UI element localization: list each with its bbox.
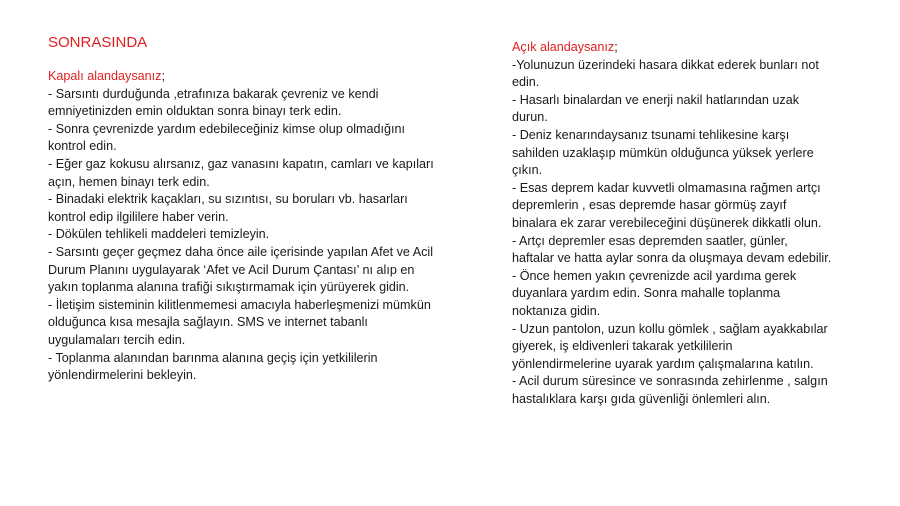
outdoor-heading-suffix: ; — [614, 40, 618, 54]
left-column — [48, 34, 438, 385]
indoor-item: - İletişim sisteminin kilitlenmemesi amacıyla haberleşmenizi mümkün olduğunca kısa mesajla sağlayın. SMS ve internet tabanlı uygulamaları tercih edin. — [48, 297, 431, 347]
outdoor-item: - Esas deprem kadar kuvvetli olmamasına rağmen artçı depremlerin , esas depremde hasar görmüş zayıf binalara ek zarar verebileceğini düşünerek dikkatli olun. — [512, 180, 822, 230]
page-title: SONRASINDA — [48, 34, 148, 51]
outdoor-heading-label: Açık alandaysanız — [512, 40, 615, 54]
outdoor-item: - Deniz kenarındaysanız tsunami tehlikesine karşı sahilden uzaklaşıp mümkün olduğunca yüksek yerlere çıkın. — [512, 127, 814, 178]
indoor-heading — [48, 68, 438, 86]
indoor-item: - Sarsıntı durduğunda ,etrafınıza bakarak çevreniz ve kendi emniyetinizden emin olduktan sonra binayı terk edin. — [48, 86, 379, 119]
right-column — [512, 39, 832, 408]
outdoor-item: - Uzun pantolon, uzun kollu gömlek , sağlam ayakkabılar giyerek, iş eldivenleri takarak yetkililerin yönlendirmelerine uyarak yardım çalışmalarına katılın. — [512, 321, 828, 371]
outdoor-item: - Acil durum süresince ve sonrasında zehirlenme , salgın hastalıklara karşı gıda güvenliği önlemleri alın. — [512, 374, 828, 406]
indoor-heading-suffix: ; — [161, 69, 165, 83]
indoor-item: - Toplanma alanından barınma alanına geçiş için yetkililerin yönlendirmelerini bekleyin. — [48, 350, 378, 383]
outdoor-item: - Önce hemen yakın çevrenizde acil yardıma gerek duyanlara yardım edin. Sonra mahalle toplanma noktanıza gidin. — [512, 268, 797, 318]
indoor-item: - Binadaki elektrik kaçakları, su sızıntısı, su boruları vb. hasarları kontrol edip ilgililere haber verin. — [48, 192, 408, 224]
outdoor-item: -Yolunuzun üzerindeki hasara dikkat ederek bunları not edin. — [512, 57, 819, 90]
outdoor-item: - Hasarlı binalardan ve enerji nakil hatlarından uzak durun. — [512, 92, 800, 125]
indoor-item: - Eğer gaz kokusu alırsanız, gaz vanasını kapatın, camları ve kapıları açın, hemen binayı terk edin. — [48, 156, 434, 189]
indoor-item: - Sonra çevrenizde yardım edebileceğiniz kimse olup olmadığını kontrol edin. — [48, 121, 406, 154]
indoor-item: - Dökülen tehlikeli maddeleri temizleyin. — [48, 227, 270, 242]
outdoor-heading — [512, 39, 832, 57]
indoor-item: - Sarsıntı geçer geçmez daha önce aile içerisinde yapılan Afet ve Acil Durum Planını uygulayarak ‘Afet ve Acil Durum Çantası’ nı alıp en yakın toplanma alanına trafiği sıkıştırmamak için yürüyerek gidin. — [48, 244, 434, 295]
outdoor-item: - Artçı depremler esas depremden saatler, günler, haftalar ve hatta aylar sonra da oluşmaya devam edebilir. — [512, 233, 832, 266]
indoor-heading-label: Kapalı alandaysanız — [48, 69, 162, 83]
